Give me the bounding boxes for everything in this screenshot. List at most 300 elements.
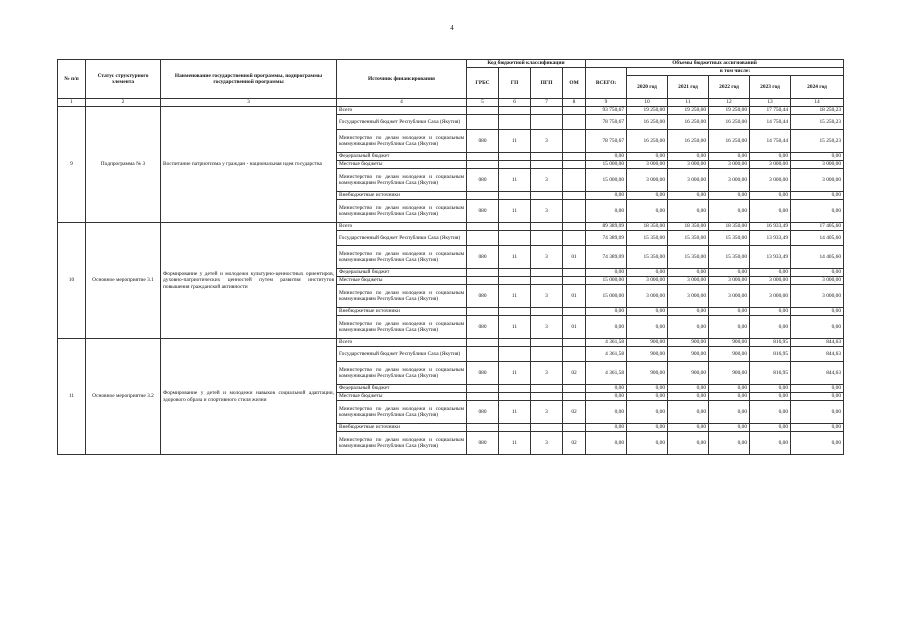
amount-year: 3 000,00 — [750, 277, 791, 285]
amount-year: 0,00 — [791, 424, 844, 432]
code-gp — [499, 308, 531, 316]
amount-year: 16 250,00 — [627, 130, 668, 153]
code-om — [563, 169, 586, 192]
amount-year: 13 933,49 — [750, 231, 791, 246]
funding-source: Федеральный бюджет — [337, 153, 467, 161]
amount-year: 0,00 — [791, 200, 844, 223]
code-grbs — [467, 339, 499, 347]
funding-source: Внебюджетные источники — [337, 424, 467, 432]
funding-source: Министерство по делам молодежи и социальным коммуникациям Республики Саха (Якутия) — [337, 432, 467, 455]
amount-year: 0,00 — [627, 200, 668, 223]
code-grbs — [467, 231, 499, 246]
code-grbs: 080 — [467, 169, 499, 192]
code-gp — [499, 161, 531, 169]
amount-year: 0,00 — [668, 192, 709, 200]
col-number: 13 — [750, 99, 791, 107]
col-number: 11 — [668, 99, 709, 107]
code-grbs: 080 — [467, 316, 499, 339]
amount-year: 844,63 — [791, 362, 844, 385]
amount-year: 17 750,44 — [750, 107, 791, 115]
code-pgp: 3 — [531, 130, 563, 153]
amount-total: 0,00 — [586, 200, 627, 223]
amount-total: 0,00 — [586, 385, 627, 393]
code-gp: 11 — [499, 316, 531, 339]
code-gp: 11 — [499, 246, 531, 269]
amount-year: 3 000,00 — [627, 285, 668, 308]
code-gp: 11 — [499, 362, 531, 385]
amount-year: 0,00 — [791, 393, 844, 401]
code-grbs: 080 — [467, 401, 499, 424]
col-number: 7 — [531, 99, 563, 107]
header-year: 2024 год — [791, 76, 844, 99]
amount-year: 0,00 — [709, 401, 750, 424]
code-om: 02 — [563, 362, 586, 385]
amount-year: 3 000,00 — [668, 169, 709, 192]
amount-year: 816,95 — [750, 339, 791, 347]
funding-source: Министерство по делам молодежи и социальным коммуникациям Республики Саха (Якутия) — [337, 285, 467, 308]
amount-year: 0,00 — [750, 192, 791, 200]
amount-year: 0,00 — [791, 316, 844, 339]
amount-total: 15 000,00 — [586, 277, 627, 285]
amount-total: 93 750,67 — [586, 107, 627, 115]
amount-year: 0,00 — [791, 269, 844, 277]
amount-year: 13 933,49 — [750, 246, 791, 269]
amount-year: 0,00 — [750, 432, 791, 455]
code-gp — [499, 107, 531, 115]
amount-year: 0,00 — [668, 424, 709, 432]
code-om — [563, 107, 586, 115]
amount-year: 0,00 — [709, 153, 750, 161]
amount-year: 0,00 — [791, 192, 844, 200]
amount-year: 0,00 — [668, 308, 709, 316]
code-pgp — [531, 424, 563, 432]
amount-total: 0,00 — [586, 308, 627, 316]
header-year: 2020 год — [627, 76, 668, 99]
code-gp — [499, 393, 531, 401]
amount-year: 16 250,00 — [709, 130, 750, 153]
amount-year: 3 000,00 — [709, 285, 750, 308]
amount-year: 0,00 — [627, 401, 668, 424]
code-om — [563, 347, 586, 362]
funding-source: Федеральный бюджет — [337, 385, 467, 393]
code-om — [563, 161, 586, 169]
code-pgp — [531, 385, 563, 393]
code-gp — [499, 115, 531, 130]
amount-year: 0,00 — [750, 424, 791, 432]
col-number: 2 — [86, 99, 161, 107]
amount-year: 900,00 — [709, 362, 750, 385]
amount-year: 844,63 — [791, 347, 844, 362]
amount-year: 19 250,00 — [709, 107, 750, 115]
code-gp — [499, 192, 531, 200]
code-om — [563, 200, 586, 223]
amount-year: 900,00 — [709, 347, 750, 362]
code-pgp — [531, 393, 563, 401]
code-om — [563, 269, 586, 277]
funding-source: Министерство по делам молодежи и социальным коммуникациям Республики Саха (Якутия) — [337, 130, 467, 153]
budget-table — [57, 59, 844, 455]
amount-year: 0,00 — [791, 401, 844, 424]
amount-year: 3 000,00 — [709, 161, 750, 169]
header-kbk: Код бюджетной классификации — [467, 60, 586, 68]
code-grbs — [467, 161, 499, 169]
code-pgp: 3 — [531, 432, 563, 455]
amount-year: 0,00 — [627, 192, 668, 200]
amount-year: 15 250,23 — [791, 130, 844, 153]
amount-year: 15 350,00 — [668, 246, 709, 269]
col-number: 14 — [791, 99, 844, 107]
header-year: 2022 год — [709, 76, 750, 99]
header-incl: в том числе: — [627, 68, 844, 76]
amount-year: 900,00 — [709, 339, 750, 347]
table-row — [58, 107, 844, 115]
table-body — [58, 107, 844, 455]
funding-source: Местные бюджеты — [337, 277, 467, 285]
amount-year: 0,00 — [668, 153, 709, 161]
code-om: 01 — [563, 246, 586, 269]
code-om — [563, 153, 586, 161]
amount-year: 900,00 — [627, 347, 668, 362]
col-number: 5 — [467, 99, 499, 107]
amount-year: 0,00 — [627, 432, 668, 455]
funding-source: Всего — [337, 107, 467, 115]
amount-year: 0,00 — [750, 308, 791, 316]
amount-year: 0,00 — [668, 432, 709, 455]
amount-year: 0,00 — [791, 385, 844, 393]
amount-year: 3 000,00 — [627, 169, 668, 192]
code-pgp: 3 — [531, 401, 563, 424]
amount-total: 78 750,67 — [586, 130, 627, 153]
code-grbs — [467, 269, 499, 277]
code-grbs: 080 — [467, 130, 499, 153]
header-num: № п/п — [58, 60, 86, 99]
row-number: 9 — [58, 107, 86, 223]
code-om — [563, 339, 586, 347]
code-gp: 11 — [499, 169, 531, 192]
header-status: Статус структурного элемента — [86, 60, 161, 99]
header-grbs: ГРБС — [467, 68, 499, 99]
amount-total: 0,00 — [586, 424, 627, 432]
table-header — [58, 60, 844, 107]
amount-year: 3 000,00 — [791, 169, 844, 192]
code-grbs: 080 — [467, 432, 499, 455]
funding-source: Внебюджетные источники — [337, 308, 467, 316]
code-gp — [499, 385, 531, 393]
col-number: 1 — [58, 99, 86, 107]
code-grbs — [467, 385, 499, 393]
amount-year: 844,63 — [791, 339, 844, 347]
code-om: 01 — [563, 316, 586, 339]
amount-year: 15 350,00 — [627, 231, 668, 246]
amount-year: 0,00 — [627, 385, 668, 393]
amount-year: 16 250,00 — [668, 130, 709, 153]
funding-source: Внебюджетные источники — [337, 192, 467, 200]
amount-year: 0,00 — [709, 308, 750, 316]
amount-year: 0,00 — [750, 153, 791, 161]
amount-year: 900,00 — [668, 339, 709, 347]
code-grbs — [467, 347, 499, 362]
amount-year: 3 000,00 — [709, 169, 750, 192]
code-grbs — [467, 153, 499, 161]
amount-year: 3 000,00 — [668, 277, 709, 285]
funding-source: Министерство по делам молодежи и социальным коммуникациям Республики Саха (Якутия) — [337, 246, 467, 269]
amount-year: 14 750,44 — [750, 115, 791, 130]
amount-year: 18 350,00 — [668, 223, 709, 231]
code-gp — [499, 424, 531, 432]
amount-total: 0,00 — [586, 316, 627, 339]
amount-year: 0,00 — [750, 401, 791, 424]
amount-year: 3 000,00 — [791, 161, 844, 169]
amount-year: 816,95 — [750, 362, 791, 385]
amount-year: 16 250,00 — [668, 115, 709, 130]
amount-year: 0,00 — [750, 316, 791, 339]
amount-total: 0,00 — [586, 401, 627, 424]
code-pgp — [531, 115, 563, 130]
amount-year: 0,00 — [668, 316, 709, 339]
code-pgp: 3 — [531, 316, 563, 339]
funding-source: Министерство по делам молодежи и социальным коммуникациям Республики Саха (Якутия) — [337, 200, 467, 223]
amount-year: 14 405,60 — [791, 246, 844, 269]
table-row — [58, 223, 844, 231]
col-number: 9 — [586, 99, 627, 107]
amount-total: 74 389,09 — [586, 246, 627, 269]
amount-year: 3 000,00 — [668, 285, 709, 308]
amount-year: 3 000,00 — [750, 169, 791, 192]
code-om — [563, 115, 586, 130]
code-grbs: 080 — [467, 362, 499, 385]
code-pgp — [531, 269, 563, 277]
code-pgp: 3 — [531, 246, 563, 269]
code-pgp: 3 — [531, 362, 563, 385]
amount-year: 18 350,00 — [627, 223, 668, 231]
element-status: Основное мероприятие 3.1 — [86, 223, 161, 339]
amount-year: 0,00 — [709, 200, 750, 223]
funding-source: Местные бюджеты — [337, 161, 467, 169]
amount-year: 0,00 — [627, 316, 668, 339]
amount-year: 16 250,00 — [709, 115, 750, 130]
header-year: 2021 год — [668, 76, 709, 99]
row-number: 11 — [58, 339, 86, 455]
amount-year: 3 000,00 — [750, 161, 791, 169]
amount-year: 17 405,60 — [791, 223, 844, 231]
code-om — [563, 424, 586, 432]
amount-year: 3 000,00 — [791, 285, 844, 308]
header-total: ВСЕГО: — [586, 68, 627, 99]
funding-source: Государственный бюджет Республики Саха (Якутия) — [337, 347, 467, 362]
code-om — [563, 385, 586, 393]
amount-year: 0,00 — [668, 269, 709, 277]
code-grbs — [467, 277, 499, 285]
amount-year: 3 000,00 — [709, 277, 750, 285]
funding-source: Министерство по делам молодежи и социальным коммуникациям Республики Саха (Якутия) — [337, 169, 467, 192]
amount-year: 900,00 — [668, 362, 709, 385]
amount-year: 0,00 — [750, 200, 791, 223]
code-gp: 11 — [499, 200, 531, 223]
code-om: 01 — [563, 285, 586, 308]
code-pgp — [531, 231, 563, 246]
amount-year: 0,00 — [709, 385, 750, 393]
amount-year: 0,00 — [627, 153, 668, 161]
amount-year: 0,00 — [627, 308, 668, 316]
code-gp: 11 — [499, 401, 531, 424]
code-grbs: 080 — [467, 200, 499, 223]
amount-year: 3 000,00 — [791, 277, 844, 285]
code-pgp — [531, 153, 563, 161]
col-number: 6 — [499, 99, 531, 107]
code-grbs — [467, 393, 499, 401]
amount-year: 816,95 — [750, 347, 791, 362]
code-grbs — [467, 107, 499, 115]
amount-year: 19 250,00 — [627, 107, 668, 115]
code-om — [563, 277, 586, 285]
code-gp: 11 — [499, 285, 531, 308]
code-gp — [499, 153, 531, 161]
amount-year: 0,00 — [627, 424, 668, 432]
amount-total: 74 389,09 — [586, 231, 627, 246]
amount-year: 0,00 — [791, 432, 844, 455]
code-gp — [499, 231, 531, 246]
code-pgp: 3 — [531, 285, 563, 308]
header-om: ОМ — [563, 68, 586, 99]
amount-year: 0,00 — [627, 393, 668, 401]
amount-year: 3 000,00 — [668, 161, 709, 169]
funding-source: Федеральный бюджет — [337, 269, 467, 277]
amount-year: 0,00 — [750, 393, 791, 401]
element-status: Основное мероприятие 3.2 — [86, 339, 161, 455]
amount-total: 0,00 — [586, 153, 627, 161]
code-grbs — [467, 223, 499, 231]
amount-year: 14 750,44 — [750, 130, 791, 153]
code-om — [563, 393, 586, 401]
amount-total: 78 750,67 — [586, 115, 627, 130]
row-number: 10 — [58, 223, 86, 339]
amount-total: 0,00 — [586, 269, 627, 277]
col-number: 10 — [627, 99, 668, 107]
amount-year: 15 350,00 — [627, 246, 668, 269]
amount-year: 0,00 — [709, 316, 750, 339]
amount-year: 15 350,00 — [709, 231, 750, 246]
amount-year: 16 933,49 — [750, 223, 791, 231]
amount-year: 900,00 — [668, 347, 709, 362]
code-pgp — [531, 192, 563, 200]
amount-year: 16 250,00 — [627, 115, 668, 130]
code-om: 02 — [563, 432, 586, 455]
amount-year: 18 250,23 — [791, 107, 844, 115]
code-gp — [499, 269, 531, 277]
code-gp — [499, 339, 531, 347]
amount-year: 0,00 — [668, 385, 709, 393]
header-source: Источник финансирования — [337, 60, 467, 99]
column-number-row — [58, 99, 844, 107]
funding-source: Всего — [337, 223, 467, 231]
amount-year: 3 000,00 — [627, 161, 668, 169]
funding-source: Государственный бюджет Республики Саха (Якутия) — [337, 115, 467, 130]
amount-total: 4 361,58 — [586, 362, 627, 385]
amount-year: 3 000,00 — [750, 285, 791, 308]
code-om — [563, 223, 586, 231]
code-pgp — [531, 223, 563, 231]
code-gp — [499, 277, 531, 285]
col-number: 3 — [161, 99, 337, 107]
amount-year: 900,00 — [627, 362, 668, 385]
code-pgp: 3 — [531, 200, 563, 223]
col-number: 12 — [709, 99, 750, 107]
amount-year: 0,00 — [791, 153, 844, 161]
code-gp — [499, 347, 531, 362]
code-pgp: 3 — [531, 169, 563, 192]
code-gp: 11 — [499, 130, 531, 153]
header-gp: ГП — [499, 68, 531, 99]
amount-year: 0,00 — [668, 401, 709, 424]
code-grbs — [467, 308, 499, 316]
amount-year: 0,00 — [791, 308, 844, 316]
amount-total: 0,00 — [586, 393, 627, 401]
amount-year: 14 405,60 — [791, 231, 844, 246]
col-number: 8 — [563, 99, 586, 107]
amount-total: 4 361,58 — [586, 347, 627, 362]
amount-year: 900,00 — [627, 339, 668, 347]
amount-year: 15 350,00 — [668, 231, 709, 246]
code-pgp — [531, 277, 563, 285]
col-number: 4 — [337, 99, 467, 107]
amount-year: 0,00 — [709, 269, 750, 277]
amount-total: 15 000,00 — [586, 285, 627, 308]
code-pgp — [531, 161, 563, 169]
code-om — [563, 130, 586, 153]
code-pgp — [531, 308, 563, 316]
amount-year: 15 350,00 — [709, 246, 750, 269]
amount-year: 0,00 — [750, 385, 791, 393]
funding-source: Министерство по делам молодежи и социальным коммуникациям Республики Саха (Якутия) — [337, 362, 467, 385]
code-pgp — [531, 347, 563, 362]
code-gp: 11 — [499, 432, 531, 455]
amount-total: 15 000,00 — [586, 169, 627, 192]
program-name: Воспитание патриотизма у граждан - национальная идея государства — [161, 107, 337, 223]
code-pgp — [531, 339, 563, 347]
amount-year: 0,00 — [709, 192, 750, 200]
funding-source: Министерство по делам молодежи и социальным коммуникациям Республики Саха (Якутия) — [337, 316, 467, 339]
amount-year: 0,00 — [709, 393, 750, 401]
code-grbs — [467, 424, 499, 432]
amount-total: 15 000,00 — [586, 161, 627, 169]
table-row — [58, 339, 844, 347]
funding-source: Местные бюджеты — [337, 393, 467, 401]
amount-year: 19 250,00 — [668, 107, 709, 115]
amount-year: 18 350,00 — [709, 223, 750, 231]
header-name: Наименование государственной программы, подпрограммы государственной программы — [161, 60, 337, 99]
amount-year: 0,00 — [668, 200, 709, 223]
program-name: Формирование у детей и молодежи навыков социальной адаптации, здорового образа и спортивного стиля жизни — [161, 339, 337, 455]
code-om — [563, 192, 586, 200]
amount-year: 3 000,00 — [627, 277, 668, 285]
amount-total: 89 389,09 — [586, 223, 627, 231]
funding-source: Государственный бюджет Республики Саха (Якутия) — [337, 231, 467, 246]
element-status: Подпрограмма № 3 — [86, 107, 161, 223]
funding-source: Всего — [337, 339, 467, 347]
amount-total: 0,00 — [586, 432, 627, 455]
amount-year: 0,00 — [627, 269, 668, 277]
code-pgp — [531, 107, 563, 115]
program-name: Формирование у детей и молодежи культурно-ценностных ориентиров, духовно-патриотических ценностей путем развития институтов повышения гражданской активности — [161, 223, 337, 339]
code-grbs: 080 — [467, 285, 499, 308]
page-number: 4 — [450, 24, 454, 32]
code-grbs: 080 — [467, 246, 499, 269]
amount-year: 0,00 — [668, 393, 709, 401]
code-gp — [499, 223, 531, 231]
code-om: 02 — [563, 401, 586, 424]
code-om — [563, 308, 586, 316]
funding-source: Министерство по делам молодежи и социальным коммуникациям Республики Саха (Якутия) — [337, 401, 467, 424]
